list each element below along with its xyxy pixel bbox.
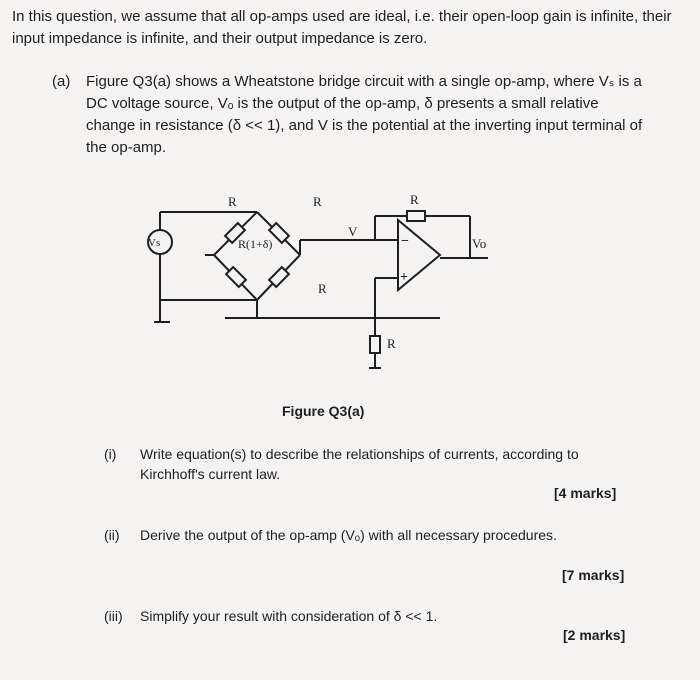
subpart-i-marks: [4 marks] [554, 485, 617, 501]
subpart-iii-label: (iii) [104, 608, 123, 624]
resistor-feedback [407, 211, 425, 221]
label-output: Vo [472, 236, 487, 251]
circuit-diagram [140, 178, 520, 388]
subpart-iii-marks: [2 marks] [563, 627, 626, 643]
subpart-i-label: (i) [104, 446, 117, 462]
intro-paragraph: In this question, we assume that all op-amps used are ideal, i.e. their open-loop gain is infinite, their input impedance is infinite, and their output impedance is zero. [12, 8, 672, 47]
resistor-bottom-left [226, 267, 246, 287]
resistor-bottom-right [269, 267, 289, 287]
label-r-feedback: R [410, 192, 419, 207]
part-a-text: Figure Q3(a) shows a Wheatstone bridge circuit with a single op-amp, where Vₛ is a DC voltage source, Vₒ is the output of the op-amp, δ presents a small relative change in resistance (δ << 1), and V is the potential at the inverting input terminal of the op-amp. [86, 73, 643, 156]
label-r-bottom-left: R(1+δ) [238, 237, 273, 251]
figure-caption: Figure Q3(a) [282, 403, 365, 419]
subpart-ii-text: Derive the output of the op-amp (Vₒ) with all necessary procedures. [140, 527, 557, 543]
label-source: Vs [148, 237, 161, 249]
label-minus: − [401, 234, 409, 249]
label-r-top-right: R [313, 194, 322, 209]
label-node-v: V [348, 224, 358, 239]
label-plus: + [400, 270, 408, 285]
label-r-bottom-right: R [318, 281, 327, 296]
subpart-iii-text: Simplify your result with consideration of δ << 1. [140, 608, 438, 624]
label-r-top-left: R [228, 194, 237, 209]
resistor-ground [370, 336, 380, 353]
subpart-ii-label: (ii) [104, 527, 120, 543]
label-r-ground: R [387, 336, 396, 351]
part-a-label: (a) [52, 73, 71, 90]
subpart-ii-marks: [7 marks] [562, 567, 625, 583]
subpart-i-text: Write equation(s) to describe the relationships of currents, according to Kirchhoff's current law. [140, 446, 579, 482]
